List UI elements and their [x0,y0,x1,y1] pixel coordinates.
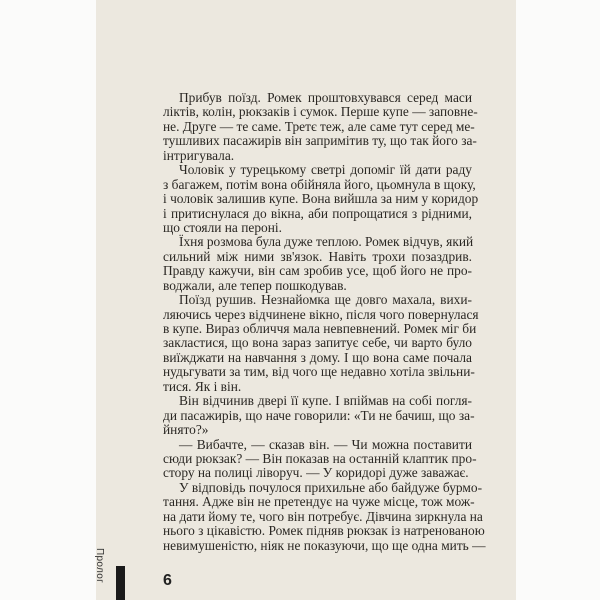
text-line: не. Друге — те саме. Третє теж, але саме тут серед ме- [163,118,475,134]
text-line: з багажем, потім вона обійняла його, цьомнула в щоку, [163,176,476,192]
text-line: Їхня розмова була дуже теплою. Ромек відчув, який [179,234,474,250]
text-line: стору на полиці ліворуч. — У коридорі дуже заважає. [163,465,469,481]
body-text [163,90,486,553]
text-line: виїжджати на навчання з дому. І що вона саме почала [163,349,472,365]
text-line: Чоловік у турецькому светрі допоміг їй дати раду [179,162,472,178]
page-number: 6 [163,572,172,589]
text-line: на дати йому те, чого він потребує. Дівчина зиркнула на [163,508,483,524]
section-edge-marker [116,566,125,600]
text-line: в купе. Вираз обличчя мала невпевнений. Ромек міг би [163,321,477,336]
text-line: нудьгувати за тим, від чого ще недавно хотіла звільни- [163,364,475,380]
text-line: інтригувала. [163,147,235,163]
text-line: нього з цікавістю. Ромек підняв рюкзак із натренованою [163,523,485,539]
text-line: Поїзд рушив. Незнайомка ще довго махала, вихи- [179,292,472,308]
text-line: тання. Адже він не претендує на чуже місце, тож мож- [163,494,475,510]
text-line: Правду кажучи, він сам зробив усе, щоб його не про- [163,263,472,279]
text-line: Він відчинив двері її купе. І впіймав на собі погля- [179,393,472,409]
text-line: сюди рюкзак? — Він показав на останній клаптик про- [163,450,477,466]
text-line: невимушеністю, ніяк не показуючи, що ще одна мить — [163,537,486,553]
text-line: сильний між ними зв'язок. Навіть трохи позаздрив. [163,248,472,264]
text-line: У відповідь почулося прихильне або байдуже бурмо- [179,479,483,495]
text-line: йнято?» [163,422,209,438]
text-line: тушливих пасажирів він запримітив ту, що так його за- [163,133,477,149]
text-line: що стояли на пероні. [163,219,282,235]
text-line: і притиснулася до вікна, аби попрощатися з рідними, [163,205,472,221]
text-line: закластися, що вона зараз запитує себе, чи варто було [163,335,472,351]
text-line: — Вибачте, — сказав він. — Чи можна поставити [179,436,472,452]
text-line: і чоловік залишив купе. Вона вийшла за ним у коридор [163,191,479,207]
text-line: Прибув поїзд. Ромек проштовхувався серед маси [179,90,472,105]
text-line: ляючись через відчинене вікно, після чого повернулася [163,306,479,322]
text-line: воджали, але тепер пошкодував. [163,277,347,293]
text-line: ди пасажирів, що наче говорили: «Ти не бачиш, що за- [163,407,475,423]
text-line: ліктів, колін, рюкзаків і сумок. Перше купе — заповне- [163,104,478,120]
text-line: тися. Як і він. [163,378,242,394]
running-section-title: Пролог [94,548,105,584]
